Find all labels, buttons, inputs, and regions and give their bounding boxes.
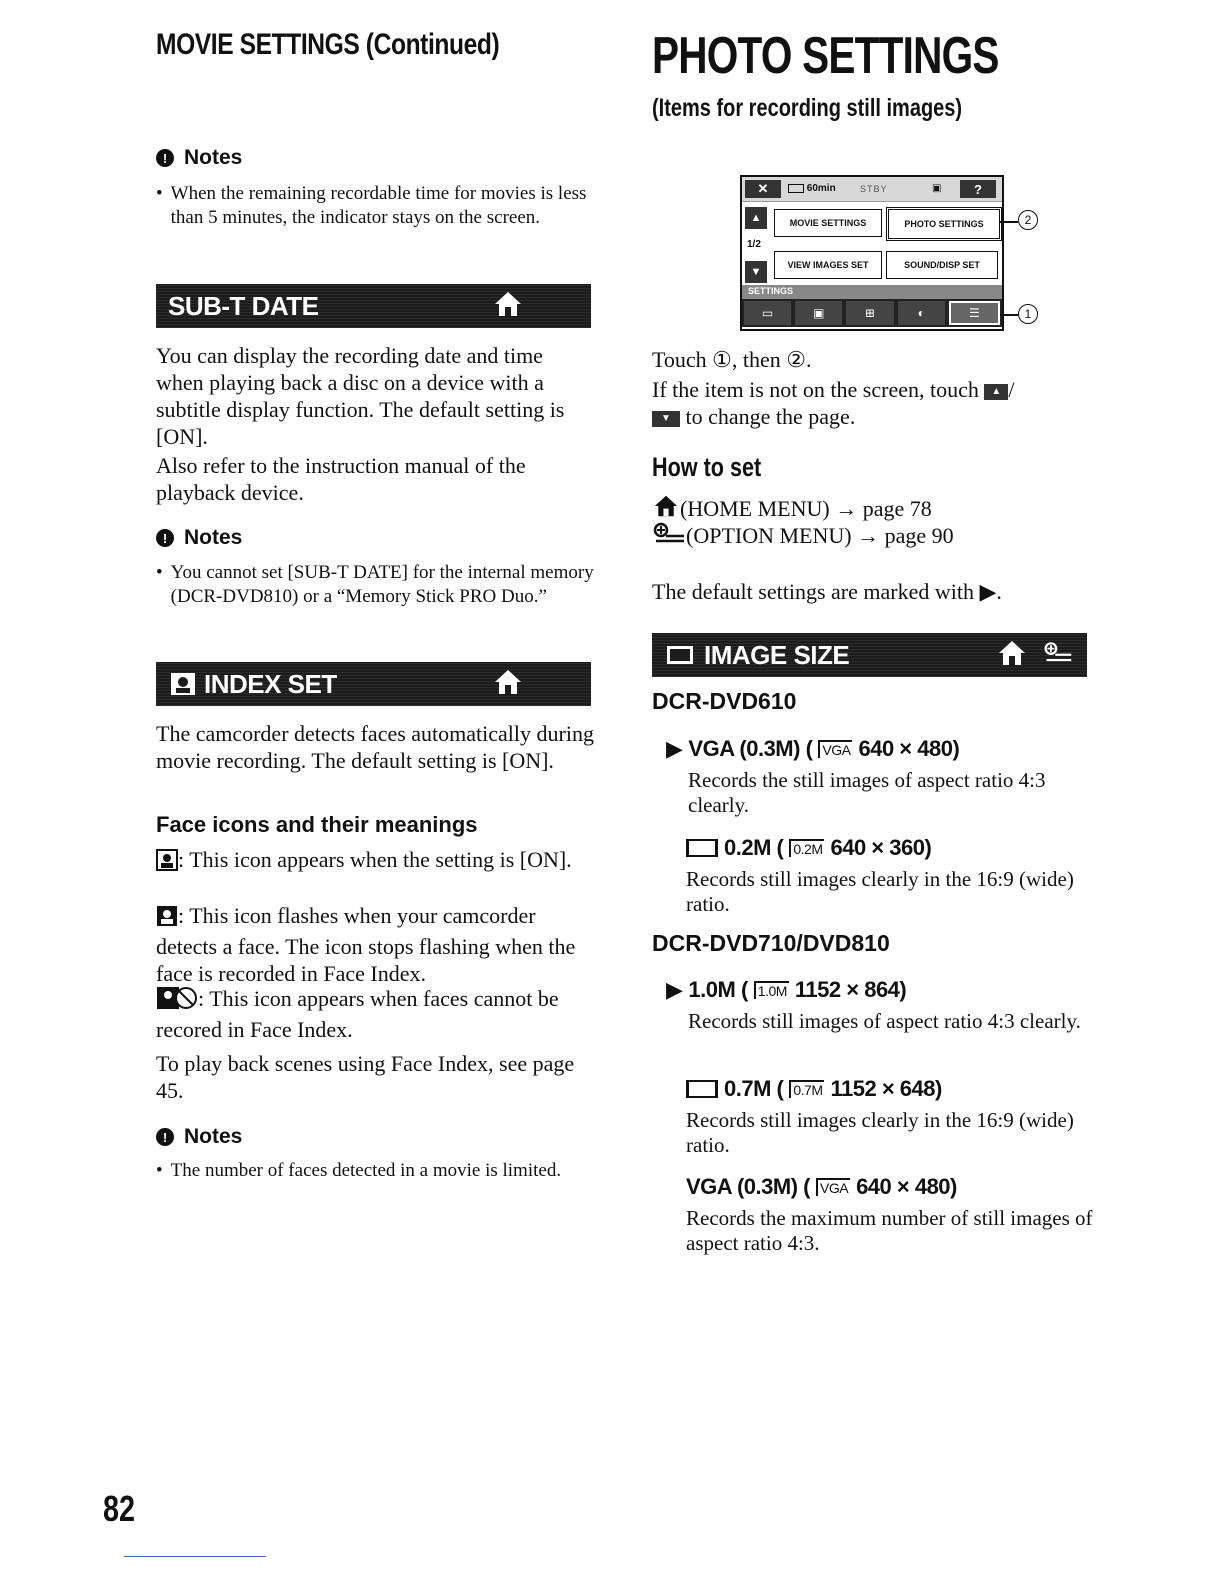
page-up-icon: ▲ [984,384,1008,400]
page-number: 82 [103,1488,136,1529]
image-size-icon [666,644,694,666]
face-detect-icon [156,905,178,933]
subt-date-title: SUB-T DATE [168,290,319,321]
face-icons-heading: Face icons and their meanings [156,812,478,837]
size-icon: 0.2M [789,839,824,857]
movie-settings-button[interactable]: MOVIE SETTINGS [774,209,882,237]
callout-line-2 [1000,221,1018,223]
subt-date-para1: You can display the recording date and time when playing back a disc on a device with a subtitle display function. The default setting is [ON]. [156,343,565,449]
model-heading-1: DCR-DVD610 [652,688,797,714]
home-icon [997,639,1027,672]
notes-title: Notes [184,1125,243,1148]
touch-instruction: Touch ①, then ②. [652,347,812,372]
page-title: PHOTO SETTINGS [652,27,999,85]
callout-1: 1 [1018,304,1038,324]
notes-heading [156,146,242,170]
option-menu-icon [652,522,686,552]
size-option-desc: Records still images of aspect ratio 4:3 clearly. [688,1009,1081,1033]
index-set-bar [156,662,591,706]
size-icon: VGA [818,740,852,758]
size-option: 0.7M ( 0.7M 1152 × 648) Records still images clearly in the 16:9 (wide) ratio. [686,1076,1096,1158]
notes-title: Notes [184,526,243,549]
page-change-instruction-2: ▼ to change the page. [652,403,1102,430]
face-disabled-icon [156,986,198,1016]
page-down-button[interactable]: ▼ [745,261,767,283]
size-icon: 0.7M [789,1080,824,1098]
model-heading-2: DCR-DVD710/DVD810 [652,930,890,956]
size-icon: VGA [816,1178,850,1196]
home-icon [652,494,680,524]
size-option: ▶ VGA (0.3M) ( VGA 640 × 480) Records the still images of aspect ratio 4:3 clearly. [666,736,1096,818]
image-size-title: IMAGE SIZE [704,639,850,670]
category-tabs [742,299,1002,327]
size-option: VGA (0.3M) ( VGA 640 × 480) Records the maximum number of still images of aspect ratio 4:3. [686,1174,1096,1256]
notes-heading [156,526,242,550]
face-icon-desc-2: : This icon flashes when your camcorder detects a face. The icon stops flashing when the face is recorded in Face Index. [156,903,576,986]
default-marker-note: The default settings are marked with ▶. [652,579,1002,604]
remaining-time: 60min [788,183,836,194]
tab-other-icon[interactable]: ⊞ [846,301,893,325]
note-item: • You cannot set [SUB-T DATE] for the internal memory (DCR-DVD810) or a “Memory Stick PRO Duo.” [156,561,596,609]
page-change-instruction: If the item is not on the screen, touch ▲ / [652,377,1015,402]
view-images-set-button[interactable]: VIEW IMAGES SET [774,251,882,279]
notes-heading [156,1125,242,1149]
face-index-para: To play back scenes using Face Index, see page 45. [156,1051,575,1103]
index-set-para1: The camcorder detects faces automatically during movie recording. The default setting is [ON]. [156,721,594,773]
tab-disc-icon[interactable]: ◐ [898,301,945,325]
footer-rule [124,1556,266,1557]
section-header: MOVIE SETTINGS (Continued) [156,28,500,61]
home-icon [493,668,523,701]
default-marker: ▶ [666,736,683,761]
wide-icon [686,1080,718,1098]
notes-title: Notes [184,146,243,169]
page-up-button[interactable]: ▲ [745,207,767,229]
subt-date-para2: Also refer to the instruction manual of the playback device. [156,453,526,505]
lcd-screen [740,175,1004,331]
tab-view-icon[interactable]: ▣ [795,301,842,325]
face-icon-desc-3: : This icon appears when faces cannot be recored in Face Index. [156,986,559,1042]
callout-2: 2 [1018,210,1038,230]
mode-icon: ▣ [932,183,942,194]
notes-icon: ! [156,529,174,547]
how-to-set-heading: How to set [652,452,762,482]
face-on-icon [156,849,178,877]
notes-icon: ! [156,149,174,167]
index-set-title: INDEX SET [204,668,337,699]
help-button[interactable]: ? [960,180,996,198]
note-item: • The number of faces detected in a movie is limited. [156,1160,562,1181]
note-text: When the remaining recordable time for movies is less than 5 minutes, the indicator stays on the screen. [170,183,587,228]
note-text: You cannot set [SUB-T DATE] for the internal memory (DCR-DVD810) or a “Memory Stick PRO Duo.” [170,562,594,607]
option-menu-ref: (OPTION MENU) → page 90 [652,522,1102,552]
subt-date-bar [156,284,591,328]
page-indicator: 1/2 [747,239,761,250]
size-icon: 1.0M [754,981,789,999]
photo-settings-button[interactable]: PHOTO SETTINGS [886,207,1002,241]
home-menu-ref: (HOME MENU) → page 78 [652,494,1102,524]
status-label: STBY [860,184,888,194]
close-button[interactable]: ✕ [745,180,781,198]
note-item: • When the remaining recordable time for movies is less than 5 minutes, the indicator stays on the screen. [156,182,596,230]
size-option: 0.2M ( 0.2M 640 × 360) Records still images clearly in the 16:9 (wide) ratio. [686,835,1096,917]
page-down-icon: ▼ [652,411,680,427]
tab-settings-icon[interactable]: ☰ [949,301,1000,325]
default-marker: ▶ [666,977,683,1002]
wide-icon [686,839,718,857]
face-icon-desc-1: : This icon appears when the setting is [ON]. [156,846,596,877]
notes-icon: ! [156,1128,174,1146]
settings-tab-label: SETTINGS [748,286,794,296]
battery-icon [788,184,804,193]
page-subtitle: (Items for recording still images) [652,94,963,122]
size-option-desc: Records still images clearly in the 16:9 (wide) ratio. [686,867,1074,916]
tab-shoot-icon[interactable]: ▭ [744,301,791,325]
option-menu-icon [1043,640,1073,671]
face-index-icon [170,672,196,696]
size-option-desc: Records the maximum number of still images of aspect ratio 4:3. [686,1206,1093,1255]
size-option-desc: Records still images clearly in the 16:9 (wide) ratio. [686,1108,1074,1157]
callout-line-1 [1000,314,1018,316]
home-icon [493,290,523,323]
note-text: The number of faces detected in a movie is limited. [170,1160,562,1181]
size-option: ▶ 1.0M ( 1.0M 1152 × 864) Records still images of aspect ratio 4:3 clearly. [666,977,1096,1034]
size-option-desc: Records the still images of aspect ratio 4:3 clearly. [688,768,1046,817]
image-size-bar [652,633,1087,677]
sound-disp-set-button[interactable]: SOUND/DISP SET [886,251,998,279]
